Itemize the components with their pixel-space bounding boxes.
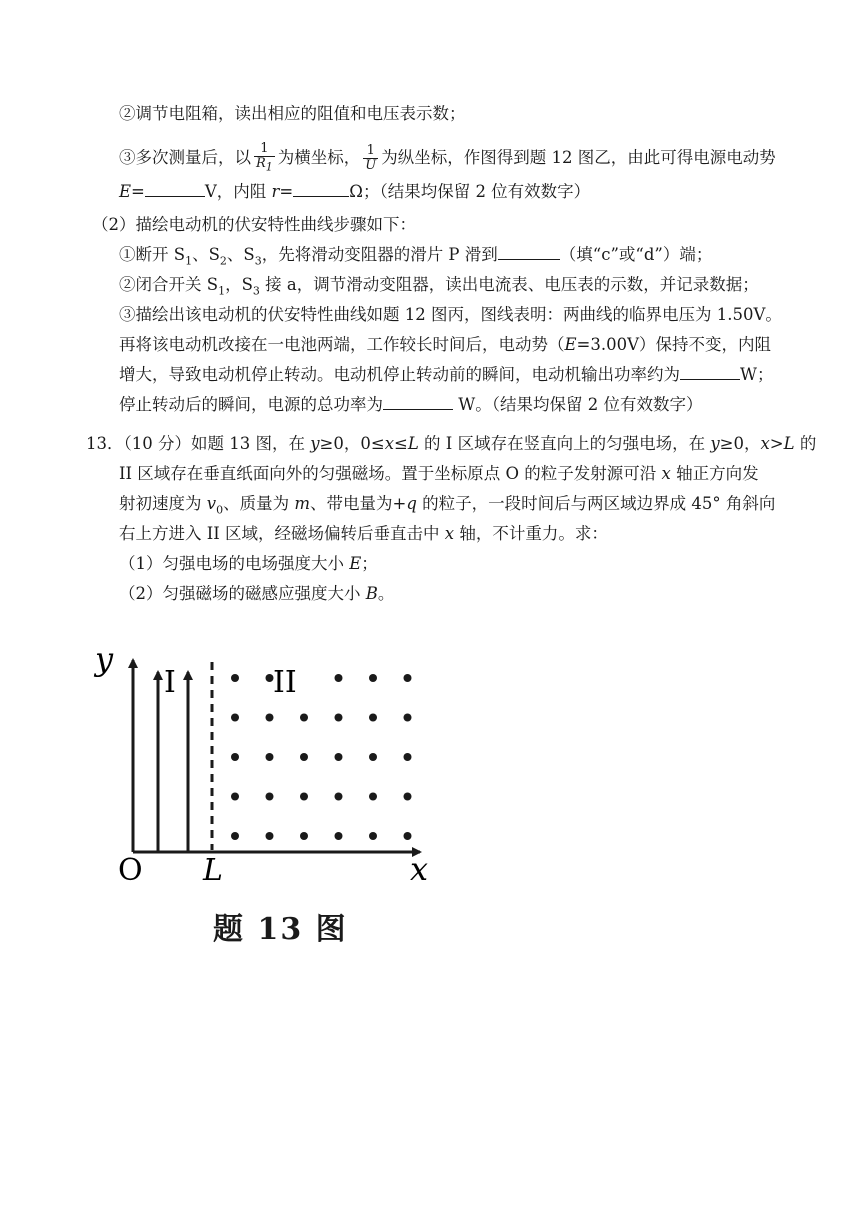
question-13-figure	[90, 640, 440, 890]
question-13-line-2: II 区域存在垂直纸面向外的匀强磁场。置于坐标原点 O 的粒子发射源可沿 x 轴正方向发	[119, 464, 759, 483]
field-dot	[369, 832, 377, 840]
field-dot	[231, 714, 239, 722]
question-13-line-4: 右上方进入 II 区域，经磁场偏转后垂直击中 x 轴，不计重力。求：	[119, 524, 608, 543]
field-dot	[369, 753, 377, 761]
slider-end-blank	[498, 245, 560, 260]
field-dot	[266, 753, 274, 761]
question-13-sub-1: （1）匀强电场的电场强度大小 E；	[119, 554, 378, 573]
resistance-answer-blank	[293, 182, 349, 197]
field-dot	[335, 832, 343, 840]
step-3-text: ③多次测量后，以 $\frac{1}{R_1}$ 为横坐标， $\frac{1}{U}$ 为纵坐标，作图得到题 12 图乙，由此可得电源电动势	[119, 141, 776, 174]
field-dot	[335, 753, 343, 761]
part-2-step-3: ③描绘出该电动机的伏安特性曲线如题 12 图丙，图线表明：两曲线的临界电压为 1.50V。	[119, 305, 782, 324]
output-power-blank	[680, 365, 740, 380]
figure-caption: 题 13 图	[213, 912, 348, 947]
field-dot	[300, 793, 308, 801]
step-3-answer-line: E= V，内阻 r= Ω；（结果均保留 2 位有效数字）	[119, 182, 591, 201]
origin-label: O	[118, 853, 143, 888]
field-dot	[404, 714, 412, 722]
field-dot	[335, 793, 343, 801]
magnetic-field-dots	[231, 674, 412, 840]
question-13-line-3: 射初速度为 $v_0$、质量为 m、带电量为+q 的粒子，一段时间后与两区域边界成 45° 角斜向	[119, 494, 776, 517]
field-dot	[335, 714, 343, 722]
field-dot	[266, 714, 274, 722]
fraction-1-over-r1: $\frac{1}{R_1}$	[256, 141, 273, 174]
field-dot	[300, 714, 308, 722]
field-dot	[231, 832, 239, 840]
field-dot	[404, 674, 412, 682]
x-axis-label: x	[410, 850, 429, 888]
field-dot	[231, 793, 239, 801]
fraction-1-over-u: $\frac{1}{U}$	[365, 142, 377, 173]
field-dot	[266, 793, 274, 801]
field-dot	[300, 753, 308, 761]
y-axis-label: y	[95, 640, 114, 678]
part-2-line-5: 增大，导致电动机停止转动。电动机停止转动前的瞬间，电动机输出功率约为 W；	[119, 365, 774, 384]
field-dot	[300, 832, 308, 840]
field-dot	[369, 674, 377, 682]
field-dot	[404, 753, 412, 761]
region-2-label: II	[273, 665, 297, 700]
part-2-step-2: ②闭合开关 $S_1$，$S_3$ 接 a，调节滑动变阻器，读出电流表、电压表的示数，并记录数据；	[119, 275, 759, 298]
field-dot	[404, 832, 412, 840]
region-1-label: I	[164, 665, 176, 700]
field-dot	[369, 793, 377, 801]
part-2-line-6: 停止转动后的瞬间，电源的总功率为 W。（结果均保留 2 位有效数字）	[119, 395, 703, 414]
field-dot	[404, 793, 412, 801]
emf-answer-blank	[145, 182, 205, 197]
field-dot	[266, 832, 274, 840]
total-power-blank	[383, 395, 453, 410]
question-13-line-1: 13．（10 分）如题 13 图，在 y≥0，0≤x≤L 的 I 区域存在竖直向上的匀强电场，在 y≥0，x>L 的	[86, 434, 817, 453]
field-dot	[335, 674, 343, 682]
field-dot	[231, 753, 239, 761]
part-2-line-4: 再将该电动机改接在一电池两端，工作较长时间后，电动势（E=3.00V）保持不变，内阻	[119, 335, 772, 354]
boundary-label: L	[203, 853, 223, 888]
field-dot	[369, 714, 377, 722]
field-dot	[231, 674, 239, 682]
step-2-text: ②调节电阻箱，读出相应的阻值和电压表示数；	[119, 104, 466, 123]
part-2-step-1: ①断开 $S_1$、$S_2$、$S_3$，先将滑动变阻器的滑片 P 滑到 （填“c”或“d”）端；	[119, 245, 713, 268]
question-13-sub-2: （2）匀强磁场的磁感应强度大小 B。	[119, 584, 395, 603]
part-2-title: （2）描绘电动机的伏安特性曲线步骤如下：	[92, 215, 416, 234]
